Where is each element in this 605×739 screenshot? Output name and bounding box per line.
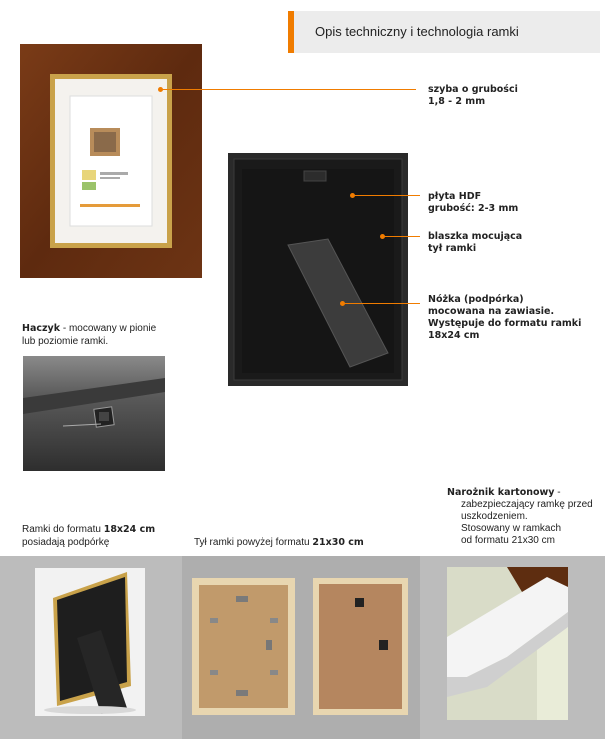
corner-description (447, 487, 593, 547)
glass-callout (428, 84, 518, 108)
corner-line4: od formatu 21x30 cm (461, 535, 555, 546)
hook-separator: - (60, 323, 69, 334)
frame-with-stand-image (35, 568, 145, 716)
hdf-callout-line2: grubość: 2-3 mm (428, 203, 519, 214)
glass-callout-line1: szyba o grubości (428, 84, 518, 95)
back-with-hanger-image (313, 578, 408, 715)
hook-line1: mocowany w pionie (68, 323, 157, 334)
caption-mid (194, 536, 364, 549)
corner-title: Narożnik kartonowy (447, 487, 555, 498)
caption-left-pre: Ramki do formatu (22, 524, 104, 535)
caption-mid-pre: Tył ramki powyżej formatu (194, 537, 313, 548)
corner-line1: zabezpieczający ramkę przed (461, 499, 593, 510)
stand-callout-line2: mocowana na zawiasie. (428, 306, 555, 317)
stand-callout-line1: Nóżka (podpórka) (428, 294, 524, 305)
hdf-callout-line (354, 195, 420, 196)
stand-callout-line3: Występuje do formatu ramki (428, 318, 582, 329)
caption-left-bold: 18x24 cm (103, 524, 156, 535)
caption-left-line2: posiadają podpórkę (22, 537, 110, 548)
stand-callout-line4: 18x24 cm (428, 330, 480, 341)
clip-callout (428, 231, 522, 255)
glass-callout-line2: 1,8 - 2 mm (428, 96, 486, 107)
back-with-clips-image (192, 578, 295, 715)
hook-title: Haczyk (22, 323, 61, 334)
back-frame-image (228, 153, 408, 386)
front-frame-image (20, 44, 202, 278)
clip-callout-line2: tył ramki (428, 243, 477, 254)
corner-line2: uszkodzeniem. (461, 511, 528, 522)
hook-closeup-image (23, 356, 165, 471)
hook-description (22, 322, 156, 348)
corner-separator: - (554, 487, 561, 498)
hdf-callout-line1: płyta HDF (428, 191, 482, 202)
stand-callout (428, 294, 581, 342)
glass-callout-line (162, 89, 416, 90)
clip-callout-line1: blaszka mocująca (428, 231, 523, 242)
caption-mid-bold: 21x30 cm (312, 537, 364, 548)
corner-line3: Stosowany w ramkach (461, 523, 562, 534)
hdf-callout (428, 191, 518, 215)
page-title: Opis techniczny i technologia ramki (315, 24, 519, 39)
stand-callout-line (344, 303, 420, 304)
caption-left (22, 523, 155, 549)
clip-callout-line (384, 236, 420, 237)
corner-protector-image (447, 567, 568, 720)
hook-line2: lub poziomie ramki. (22, 336, 109, 347)
